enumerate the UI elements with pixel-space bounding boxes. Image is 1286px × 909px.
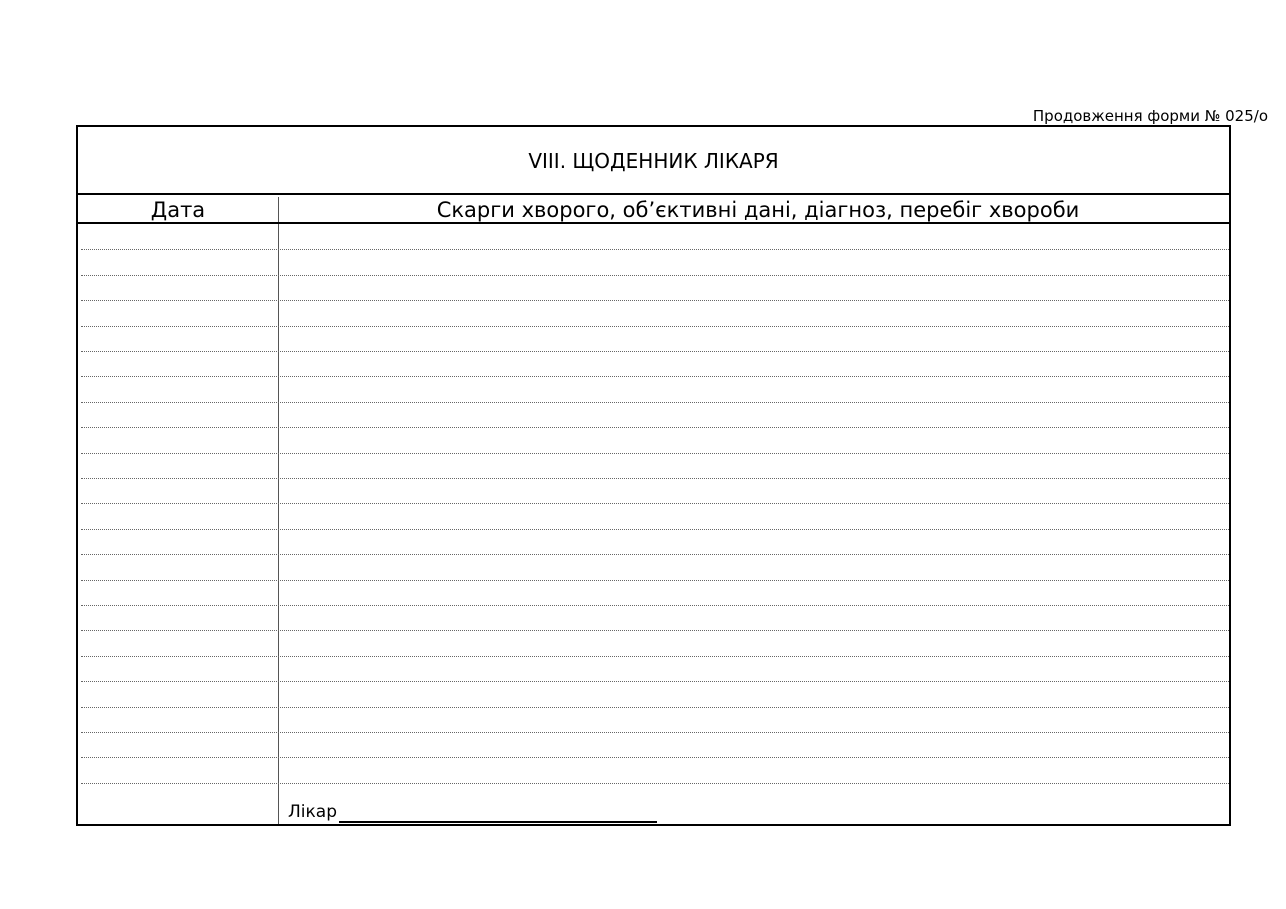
entry-row-line <box>81 656 1229 657</box>
entry-row-line <box>81 757 1229 758</box>
entry-row-line <box>81 554 1229 555</box>
doctor-signature <box>288 802 657 822</box>
entry-row-line <box>81 300 1229 301</box>
column-divider <box>278 224 279 824</box>
entry-row-line <box>81 732 1229 733</box>
entry-row-line <box>81 275 1229 276</box>
diary-form <box>76 125 1231 826</box>
entry-row-line <box>81 630 1229 631</box>
entry-row-line <box>81 707 1229 708</box>
table-header-row <box>78 197 1229 224</box>
entry-row-line <box>81 681 1229 682</box>
diary-entries-area[interactable] <box>78 224 1229 824</box>
entry-row-line <box>81 503 1229 504</box>
section-title: VIII. ЩОДЕННИК ЛІКАРЯ <box>78 127 1229 195</box>
form-continuation-caption: Продовження форми № 025/о <box>1032 107 1268 125</box>
entry-row-line <box>81 783 1229 784</box>
entry-row-line <box>81 453 1229 454</box>
entry-row-line <box>81 402 1229 403</box>
entry-row-line <box>81 529 1229 530</box>
entry-row-line <box>81 376 1229 377</box>
date-column-header: Дата <box>78 197 279 222</box>
notes-column-header: Скарги хворого, об’єктивні дані, діагноз, перебіг хвороби <box>436 198 1080 222</box>
entry-row-line <box>81 580 1229 581</box>
signature-line[interactable] <box>339 821 657 823</box>
entry-row-line <box>81 351 1229 352</box>
entry-row-line <box>81 249 1229 250</box>
entry-row-line <box>81 478 1229 479</box>
entry-row-line <box>81 427 1229 428</box>
entry-row-line <box>81 326 1229 327</box>
entry-row-line <box>81 605 1229 606</box>
signature-label: Лікар <box>288 802 337 822</box>
